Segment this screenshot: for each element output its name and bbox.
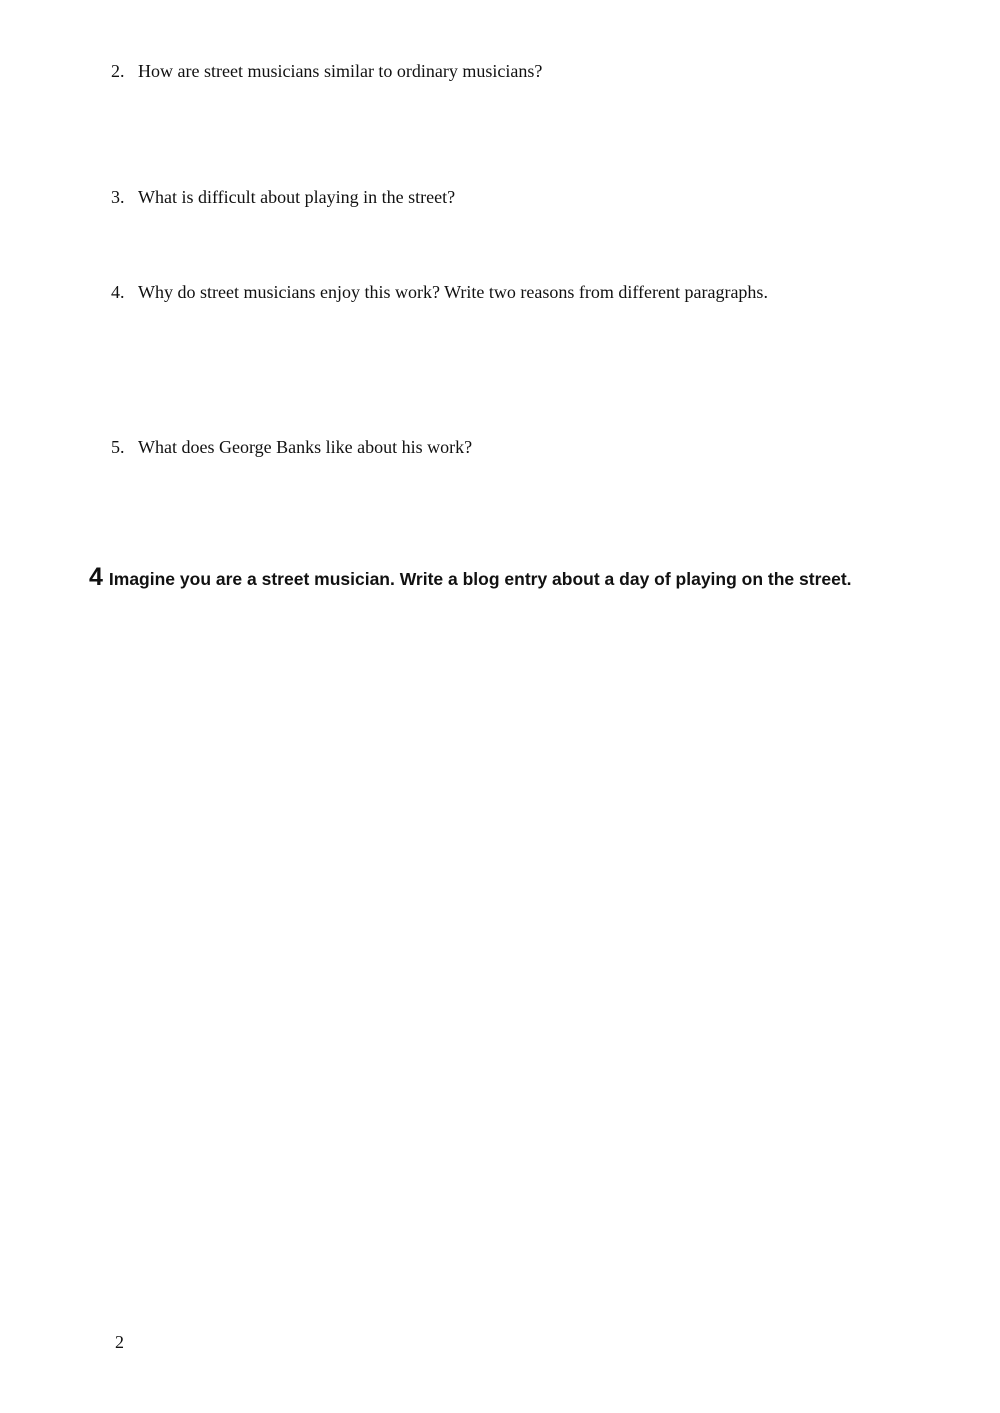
question-number: 4.: [111, 282, 125, 302]
question-3: [111, 186, 455, 208]
question-text: What is difficult about playing in the street?: [138, 187, 456, 207]
question-5: [111, 436, 472, 458]
question-2: [111, 60, 542, 82]
question-number: 2.: [111, 61, 125, 81]
page-number: 2: [115, 1332, 124, 1352]
question-text: What does George Banks like about his work?: [138, 437, 473, 457]
question-text: Why do street musicians enjoy this work? Write two reasons from different paragraphs.: [138, 282, 768, 302]
task-4-heading: [89, 562, 852, 594]
question-number: 5.: [111, 437, 125, 457]
question-number: 3.: [111, 187, 125, 207]
task-instruction: Imagine you are a street musician. Write a blog entry about a day of playing on the street.: [108, 569, 852, 589]
question-text: How are street musicians similar to ordinary musicians?: [138, 61, 543, 81]
task-number: 4: [89, 563, 103, 591]
question-4: [111, 281, 768, 303]
